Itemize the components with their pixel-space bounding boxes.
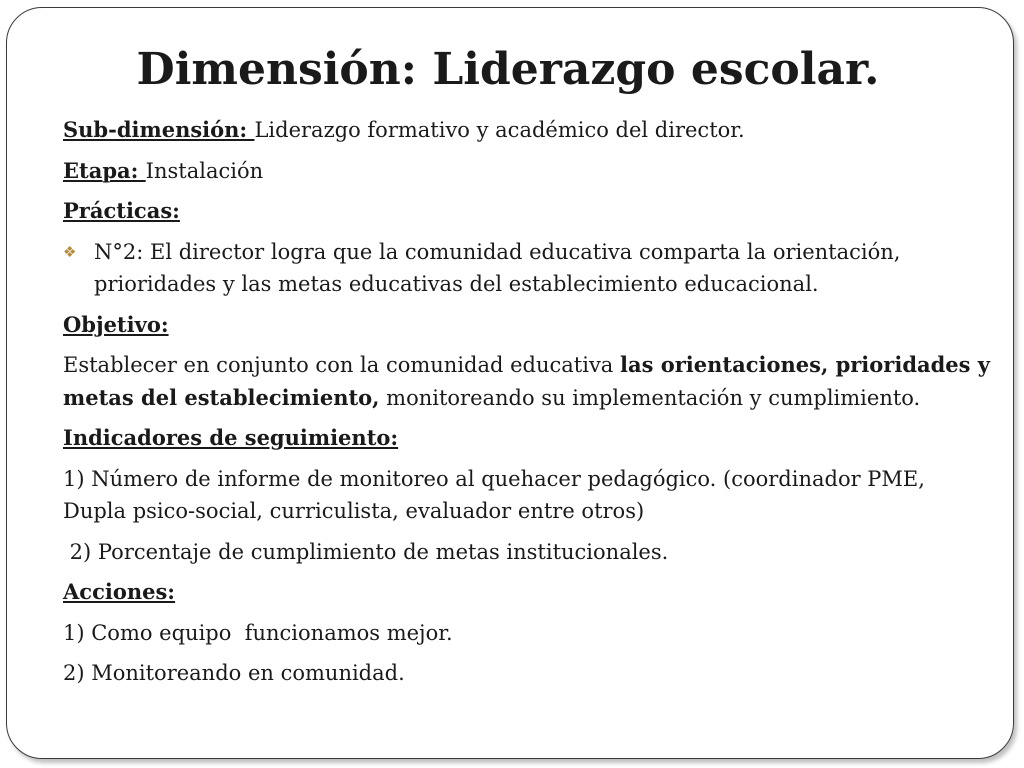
objetivo-heading <box>63 309 990 342</box>
objetivo-text-start: Establecer en conjunto con la comunidad educativa <box>63 353 621 377</box>
objetivo-text-bold: las orientaciones, prioridades y metas del establecimiento, <box>63 352 991 410</box>
acciones-heading <box>63 576 990 609</box>
practica-text: N°2: El director logra que la comunidad educativa comparta la orientación, prioridades y las metas educativas del establecimiento educacional. <box>94 239 901 296</box>
diamond-bullet-icon: ❖ <box>63 242 77 261</box>
etapa-line <box>63 155 990 188</box>
accion-item-2: 2) Monitoreando en comunidad. <box>63 661 405 685</box>
indicadores-label: Indicadores de seguimiento: <box>63 425 399 450</box>
subdimension-label: Sub-dimensión: <box>63 117 255 142</box>
practica-bullet-item <box>63 236 990 301</box>
objetivo-text <box>63 349 990 414</box>
slide-title: Dimensión: Liderazgo escolar. <box>136 44 880 95</box>
practicas-label: Prácticas: <box>63 198 180 223</box>
etapa-label: Etapa: <box>63 157 146 183</box>
objetivo-label: Objetivo: <box>63 311 169 337</box>
indicador-item-2: 2) Porcentaje de cumplimiento de metas institucionales. <box>63 539 669 564</box>
subdimension-line <box>63 114 990 147</box>
acciones-label: Acciones: <box>63 579 176 604</box>
indicador-item-1: 1) Número de informe de monitoreo al quehacer pedagógico. (coordinador PME, Dupla psico-social, curriculista, evaluador entre otros) <box>63 466 925 523</box>
practicas-heading <box>63 195 990 228</box>
etapa-value: Instalación <box>145 158 264 183</box>
subdimension-value: Liderazgo formativo y académico del director. <box>254 118 745 142</box>
accion-item-1: 1) Como equipo funcionamos mejor. <box>63 620 453 645</box>
slide-body <box>63 114 990 698</box>
objetivo-text-end: monitoreando su implementación y cumplimiento. <box>379 385 921 410</box>
indicadores-heading <box>63 422 990 455</box>
